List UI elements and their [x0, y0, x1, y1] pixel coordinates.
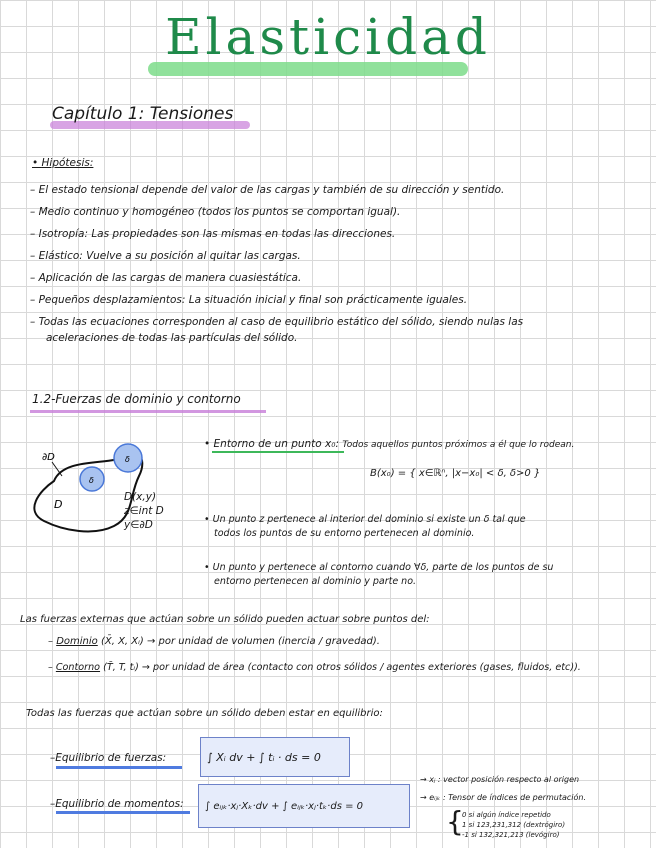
forces-label-text: Equilibrio de fuerzas: — [55, 752, 167, 764]
case-line: 1 si 123,231,312 (dextrógiro) — [462, 821, 566, 829]
brace-icon: { — [446, 805, 464, 838]
list-item-text: El estado tensional depende del valor de las cargas y también de su dirección y sentido. — [38, 184, 505, 196]
contorno-label: Contorno — [55, 662, 101, 673]
bullet-icon: • — [204, 438, 214, 450]
list-item-text: Elástico: Vuelve a su posición al quitar las cargas. — [38, 250, 301, 262]
def-contorno-2: entorno pertenecen al dominio y parte no. — [214, 576, 417, 587]
hypotheses-label — [32, 155, 93, 171]
contorno-text: (T̄, T, tᵢ) → por unidad de área (contacto con otros sólidos / agentes exteriores (gases, fluidos, etc)). — [103, 662, 581, 673]
boundary-pointer — [52, 462, 62, 476]
notation-line: D(x,y) — [124, 491, 157, 503]
def-entorno-text: Todos aquellos puntos próximos a él que lo rodean. — [342, 440, 575, 450]
def-contorno-text: Un punto y pertenece al contorno cuando ∀δ, parte de los puntos de su — [212, 562, 554, 573]
list-item: – Isotropía: Las propiedades son las mismas en todas las direcciones. — [30, 228, 396, 240]
moments-underline — [56, 811, 190, 814]
case-line: -1 si 132,321,213 (levógiro) — [462, 831, 560, 839]
def-interior-text: Un punto z pertenece al interior del dominio si existe un δ tal que — [212, 514, 526, 525]
list-item: – Todas las ecuaciones corresponden al caso de equilibrio estático del sólido, siendo nulas las — [30, 316, 524, 328]
external-forces-dominio: – Dominio (X̄, X, Xᵢ) → por unidad de volumen (inercia / gravedad). — [48, 636, 380, 647]
moments-equilibrium-label: –Equilibrio de momentos: — [50, 798, 184, 810]
external-forces-contorno: – Contorno (T̄, T, tᵢ) → por unidad de área (contacto con otros sólidos / agentes exteriores (gases, fluidos, etc)). — [48, 662, 581, 673]
forces-underline — [56, 766, 182, 769]
note-eijk: → eᵢⱼₖ : Tensor de índices de permutación. — [420, 793, 586, 802]
moments-equation-box: ∫ eᵢⱼₖ·xⱼ·Xₖ·dv + ∫ eᵢⱼₖ·xⱼ·tₖ·ds = 0 — [198, 784, 410, 828]
delta-label-boundary: δ — [125, 455, 130, 464]
section-heading: 1.2-Fuerzas de dominio y contorno — [32, 392, 241, 406]
entorno-underline — [212, 451, 344, 453]
list-item-text: Isotropía: Las propiedades son las mismas en todas las direcciones. — [38, 228, 396, 240]
entorno-formula: B(x₀) = { x∈ℝⁿ, |x−x₀| < δ, δ>0 } — [370, 468, 541, 479]
diagram-notation — [124, 490, 164, 532]
case-line: 0 si algún índice repetido — [462, 811, 551, 819]
domain-label: D — [54, 498, 63, 511]
list-item: – Medio continuo y homogéneo (todos los puntos se comportan igual). — [30, 206, 401, 218]
notation-line: z∈int D — [124, 505, 164, 517]
list-item: – Aplicación de las cargas de manera cuasiestática. — [30, 272, 302, 284]
list-item: – Pequeños desplazamientos: La situación inicial y final son prácticamente iguales. — [30, 294, 468, 306]
delta-label-interior: δ — [89, 476, 94, 485]
def-entorno-label: Entorno de un punto x₀: — [213, 438, 340, 450]
permutation-cases — [462, 810, 565, 840]
list-item-continued: aceleraciones de todas las partículas del sólido. — [46, 332, 298, 344]
bullet-icon: • — [204, 562, 213, 573]
page-title: Elasticidad — [165, 8, 491, 66]
bullet-icon: • — [32, 157, 42, 169]
forces-equilibrium-label: –Equilibrio de fuerzas: — [50, 752, 167, 764]
equilibrium-intro: Todas las fuerzas que actúan sobre un sólido deben estar en equilibrio: — [26, 708, 383, 719]
hypotheses-list — [30, 182, 523, 346]
boundary-label: ∂D — [42, 452, 55, 463]
list-item: – Elástico: Vuelve a su posición al quitar las cargas. — [30, 250, 301, 262]
list-item-text: Medio continuo y homogéneo (todos los puntos se comportan igual). — [38, 206, 401, 218]
notation-line: y∈∂D — [124, 519, 153, 531]
chapter-heading: Capítulo 1: Tensiones — [52, 104, 234, 124]
list-item: – El estado tensional depende del valor de las cargas y también de su dirección y sentido. — [30, 184, 505, 196]
section-underline — [30, 410, 266, 413]
external-forces-intro: Las fuerzas externas que actúan sobre un sólido pueden actuar sobre puntos del: — [20, 614, 430, 625]
dominio-text: (X̄, X, Xᵢ) → por unidad de volumen (inercia / gravedad). — [100, 636, 380, 647]
bullet-icon: • — [204, 514, 213, 525]
list-item-text: Todas las ecuaciones corresponden al caso de equilibrio estático del sólido, siendo nulas las — [38, 316, 524, 328]
dominio-label: Dominio — [56, 636, 98, 647]
list-item-text: Aplicación de las cargas de manera cuasiestática. — [38, 272, 302, 284]
list-item-text: Pequeños desplazamientos: La situación inicial y final son prácticamente iguales. — [38, 294, 468, 306]
moments-label-text: Equilibrio de momentos: — [55, 798, 184, 810]
def-interior-2: todos los puntos de su entorno pertenecen al dominio. — [214, 528, 475, 539]
hypotheses-label-text: Hipótesis: — [41, 157, 94, 169]
note-xj: → xⱼ : vector posición respecto al origen — [420, 775, 580, 784]
forces-equation-box: ∫ Xᵢ dv + ∫ tᵢ · ds = 0 — [200, 737, 350, 777]
